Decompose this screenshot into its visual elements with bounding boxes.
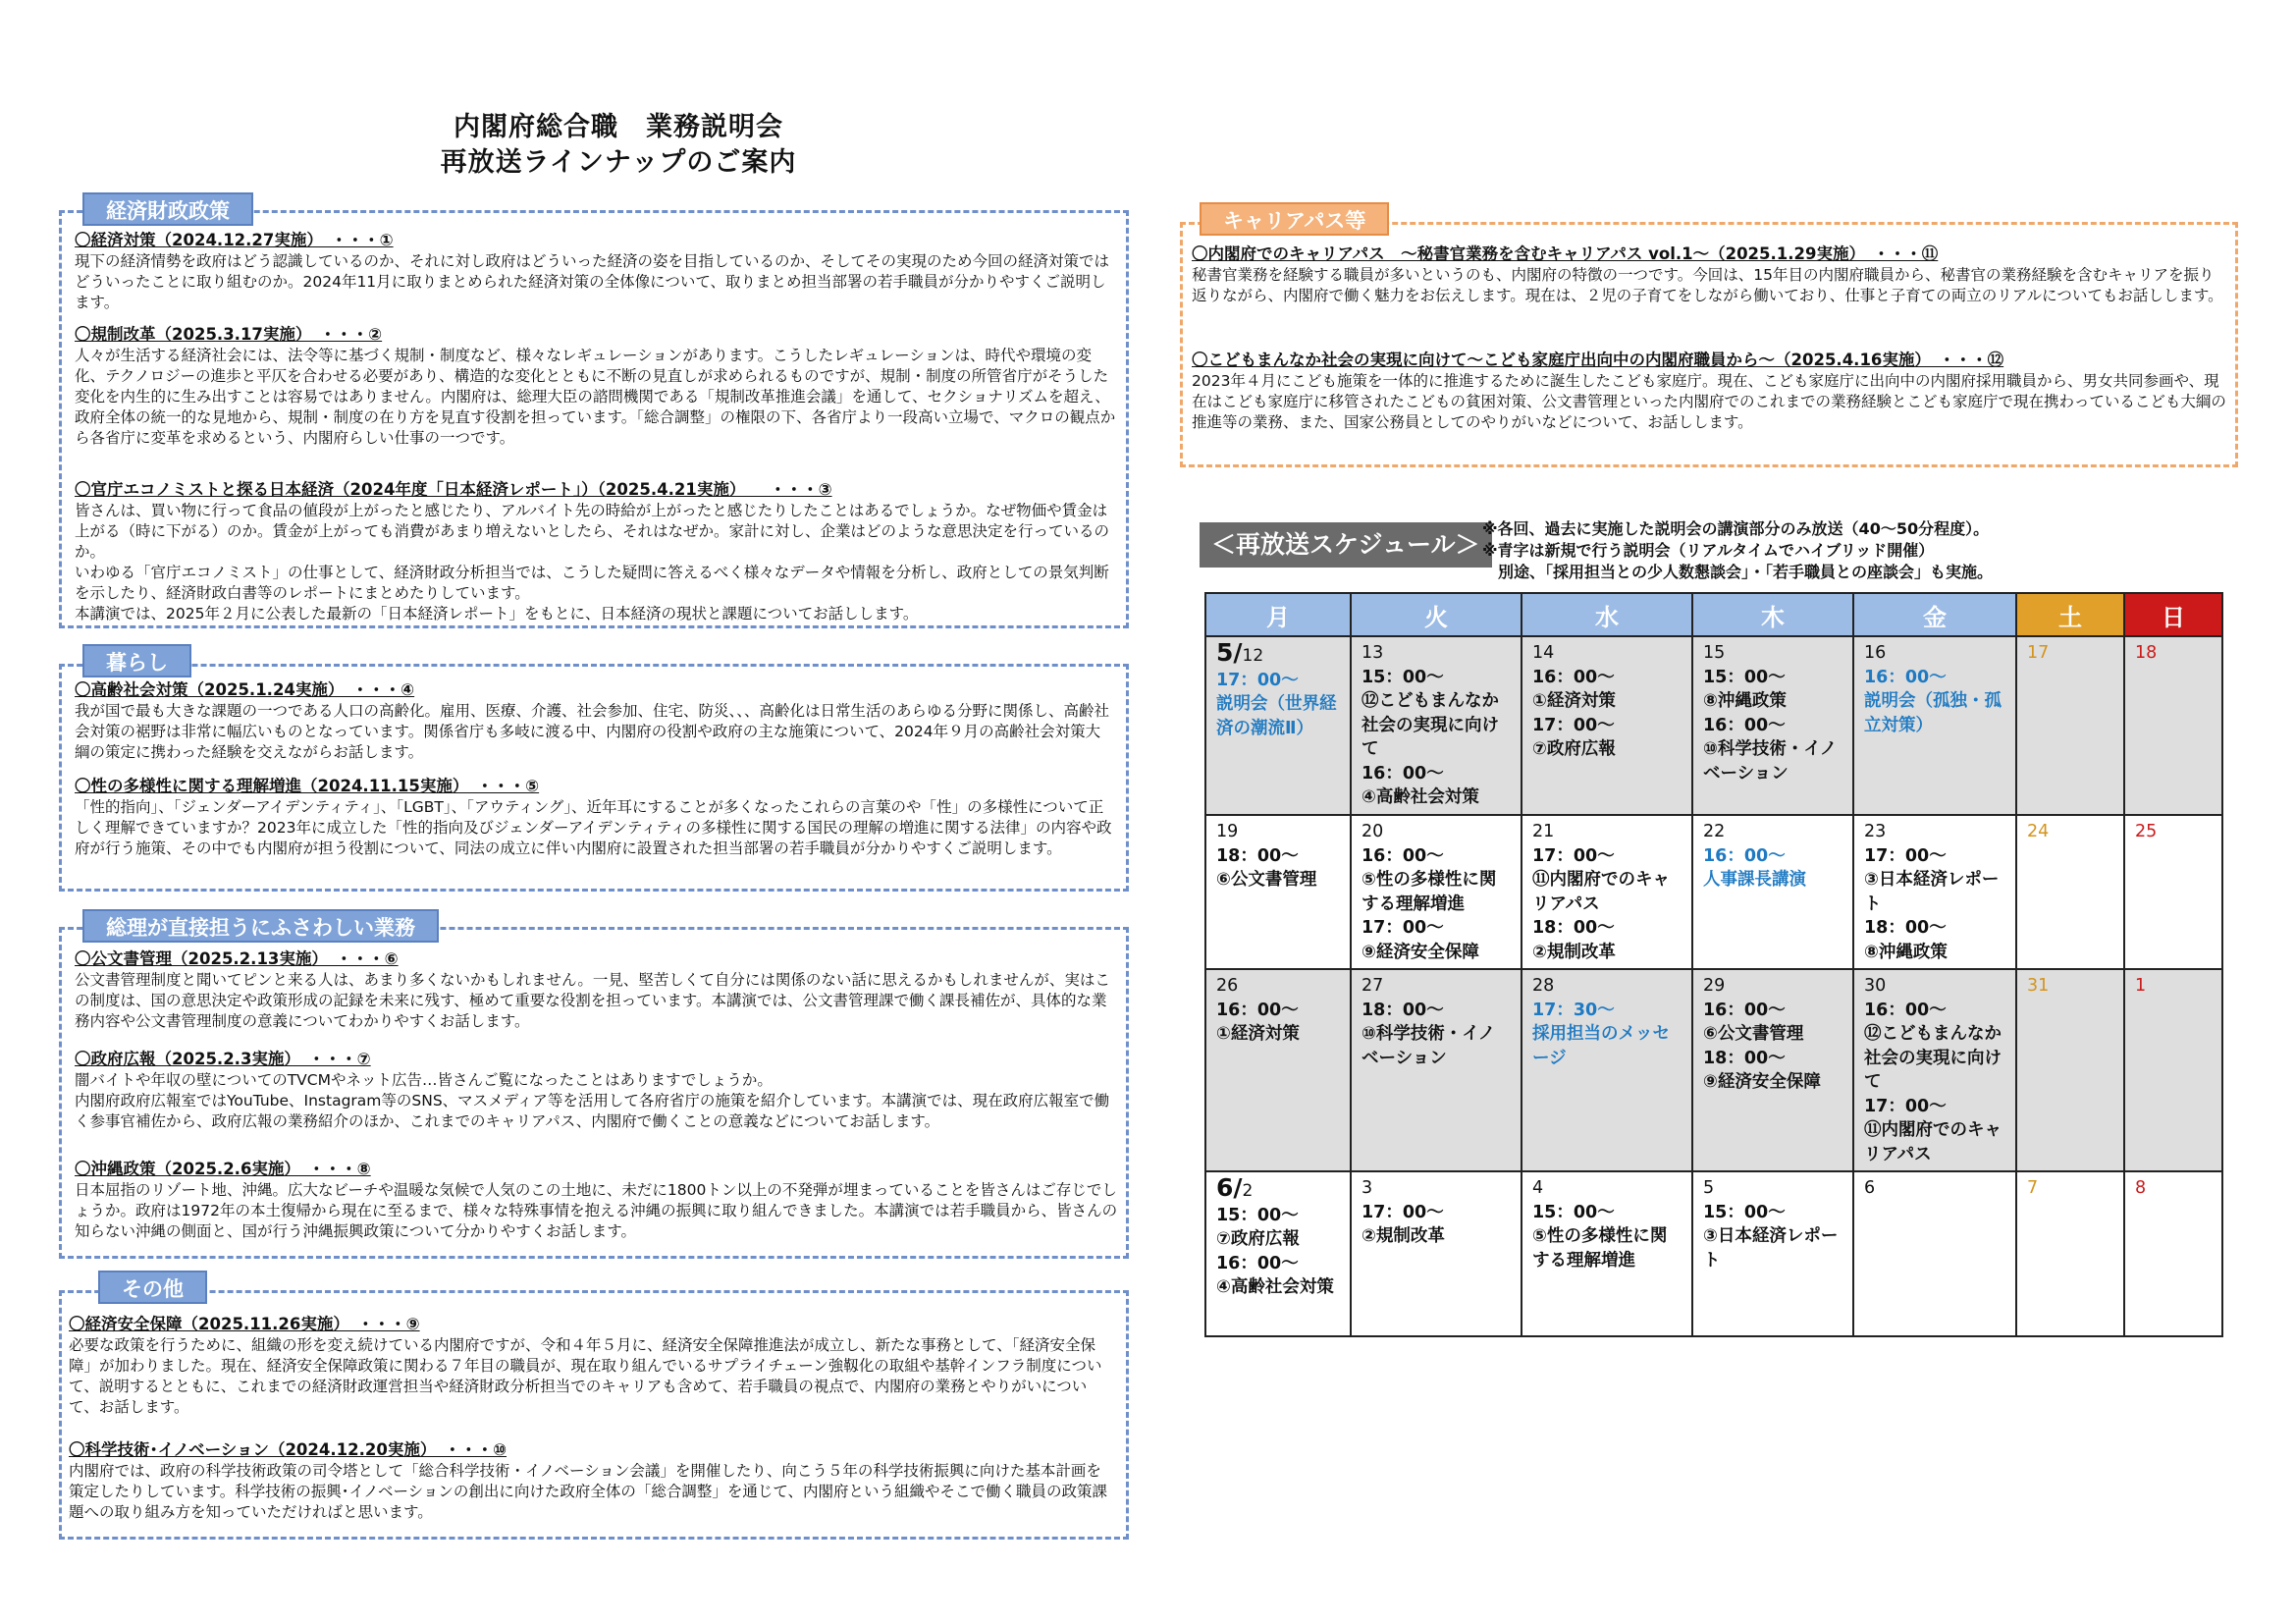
day-number: [1864, 1176, 2005, 1201]
session-title: ②規制改革: [1532, 942, 1616, 962]
item-heading: 〇経済安全保障（2025.11.26実施） ・・・⑨: [69, 1315, 420, 1333]
day-number: [2027, 641, 2113, 666]
day-number: [1532, 641, 1682, 666]
session-title: ⑨経済安全保障: [1703, 1072, 1821, 1092]
session-time: 17：00～: [1216, 670, 1299, 690]
day-number-main: 3: [1362, 1178, 1373, 1198]
day-number-main: 25: [2135, 822, 2158, 841]
economy-item-1: [75, 230, 1115, 313]
session-time: 18：00～: [1362, 1000, 1444, 1020]
calendar-day-cell: [2016, 815, 2124, 969]
session-time: 15：00～: [1703, 667, 1786, 687]
session-time: 16：00～: [1362, 763, 1444, 784]
calendar-day-cell: [1205, 1171, 1351, 1336]
day-number-main: 1: [2135, 976, 2147, 996]
calendar-day-cell: [1351, 636, 1522, 815]
item-description: 現下の経済情勢を政府はどう認識しているのか、それに対し政府はどういった経済の姿を目指しているのか、そしてその実現のため今回の経済対策ではどういったことに取り組むのか。2024年11月に取りまとめられた経済対策の全体像について、取りまとめ担当部署の若手職員が分かりやすくご説明します。: [75, 252, 1110, 311]
day-number: [1703, 1176, 1842, 1201]
session-time: 15：00～: [1532, 1202, 1615, 1222]
session-time: 18：00～: [1864, 918, 1947, 938]
economy-item-3: [75, 479, 1115, 624]
other-section-label: その他: [98, 1271, 207, 1304]
session-title: 人事課長講演: [1703, 870, 1806, 890]
day-number: [1362, 641, 1511, 666]
calendar-day-cell: [2124, 969, 2222, 1171]
calendar-day-cell: [1522, 969, 1692, 1171]
item-description: 日本屈指のリゾート地、沖縄。広大なビーチや温暖な気候で人気のこの土地に、未だに1800トン以上の不発弾が埋まっていることを皆さんはご存じでしょうか。政府は1972年の本土復帰から現在に至るまで、様々な特殊事情を抱える沖縄の振興に取り組んできました。本講演では若手職員から、皆さんの知らない沖縄の側面と、国が行う沖縄振興政策について分かりやすくお話します。: [75, 1181, 1118, 1240]
calendar-day-cell: [1692, 636, 1853, 815]
session-title: ⑨経済安全保障: [1362, 942, 1479, 962]
session-time: 17：00～: [1362, 1202, 1444, 1222]
economy-section-label: 経済財政政策: [82, 192, 253, 226]
session-title: ④高齢社会対策: [1362, 787, 1479, 807]
day-number-main: 19: [1216, 822, 1239, 841]
calendar-day-cell: [1853, 815, 2016, 969]
calendar-day-cell: [1522, 815, 1692, 969]
day-number: [1532, 1176, 1682, 1201]
session-title: 採用担当のメッセージ: [1532, 1024, 1670, 1068]
weekday-fri: 金: [1853, 593, 2016, 636]
item-heading: 〇規制改革（2025.3.17実施） ・・・②: [75, 325, 383, 344]
session-title: ⑦政府広報: [1532, 739, 1616, 759]
day-number-main: 13: [1362, 643, 1384, 663]
weekday-header-row: [1205, 593, 2222, 636]
item-description: 公文書管理制度と聞いてピンと来る人は、あまり多くないかもしれません。一見、堅苦しくて自分には関係のない話に思えるかもしれませんが、実はこの制度は、国の意思決定や政策形成の記録を未来に残す、極めて重要な役割を担っています。本講演では、公文書管理課で働く課長補佐が、具体的な業務内容や公文書管理制度の意義についてわかりやすくお話します。: [75, 971, 1110, 1030]
day-number: [2027, 820, 2113, 844]
session-title: ③日本経済レポート: [1864, 870, 2000, 914]
page-title: [324, 110, 913, 181]
schedule-note-1: ※各回、過去に実施した説明会の講演部分のみ放送（40～50分程度）。: [1482, 519, 1990, 538]
calendar-day-cell: [1351, 815, 1522, 969]
day-number: [1362, 1176, 1511, 1201]
session-title: 説明会（孤独・孤立対策）: [1864, 691, 2002, 735]
item-heading: 〇内閣府でのキャリアパス ～秘書官業務を含むキャリアパス vol.1～（2025.1.29実施） ・・・⑪: [1192, 244, 1939, 263]
calendar-day-cell: [1351, 1171, 1522, 1336]
item-heading: 〇政府広報（2025.2.3実施） ・・・⑦: [75, 1050, 371, 1068]
schedule-note-2: ※青字は新規で行う説明会（リアルタイムでハイブリッド開催）: [1482, 541, 1935, 560]
day-number-main: 14: [1532, 643, 1555, 663]
calendar-week-row: [1205, 1171, 2222, 1336]
day-number: [1216, 820, 1340, 844]
other-item-1: [69, 1314, 1115, 1418]
day-number-main: 5/: [1216, 638, 1243, 667]
calendar-day-cell: [2124, 636, 2222, 815]
day-number-main: 21: [1532, 822, 1555, 841]
weekday-tue: 火: [1351, 593, 1522, 636]
session-time: 17：00～: [1532, 845, 1615, 866]
day-number-main: 29: [1703, 976, 1726, 996]
item-description: 闇バイトや年収の壁についてのTVCMやネット広告…皆さんご覧になったことはありますでしょうか。 内閣府政府広報室ではYouTube、Instagram等のSNS、マスメディア等を活用して各府省庁の施策を紹介しています。本講演では、現在政府広報室で働く参事官補佐から、政府広報の業務紹介のほか、これまでのキャリアパス、内閣府で働くことの意義などについてお話します。: [75, 1071, 1110, 1130]
day-number-main: 17: [2027, 643, 2050, 663]
calendar-day-cell: [1853, 969, 2016, 1171]
session-time: 15：00～: [1216, 1205, 1299, 1225]
title-line-2: 再放送ラインナップのご案内: [440, 147, 797, 178]
day-number-main: 6: [1864, 1178, 1876, 1198]
weekday-mon: 月: [1205, 593, 1351, 636]
life-item-1: [75, 679, 1115, 763]
item-heading: 〇性の多様性に関する理解増進（2024.11.15実施） ・・・⑤: [75, 777, 540, 795]
day-number: [1703, 974, 1842, 999]
day-number-sub: 2: [1242, 1181, 1254, 1201]
calendar-week-row: [1205, 815, 2222, 969]
day-number: [1703, 820, 1842, 844]
session-title: ④高齢社会対策: [1216, 1277, 1334, 1297]
session-title: ③日本経済レポート: [1703, 1226, 1839, 1271]
day-number: [1362, 974, 1511, 999]
day-number-main: 7: [2027, 1178, 2039, 1198]
calendar-day-cell: [1205, 636, 1351, 815]
other-item-2: [69, 1439, 1115, 1523]
session-time: 18：00～: [1703, 1048, 1786, 1068]
day-number: [1216, 974, 1340, 999]
session-time: 17：00～: [1864, 845, 1947, 866]
title-line-1: 内閣府総合職 業務説明会: [454, 112, 783, 142]
calendar-day-cell: [2124, 1171, 2222, 1336]
item-description: 内閣府では、政府の科学技術政策の司令塔として「総合科学技術・イノベーション会議」を開催したり、向こう５年の科学技術振興に向けた基本計画を策定したりしています。科学技術の振興･イノベーションの創出に向けた政府全体の「総合調整」を通じて、内閣府という組織やそこで働く職員の政策課題への取り組み方を知っていただければと思います。: [69, 1462, 1108, 1521]
day-number: [1864, 641, 2005, 666]
session-time: 18：00～: [1216, 845, 1299, 866]
item-heading: 〇高齢社会対策（2025.1.24実施） ・・・④: [75, 680, 415, 699]
session-title: ⑤性の多様性に関する理解増進: [1362, 870, 1497, 914]
item-heading: 〇経済対策（2024.12.27実施） ・・・①: [75, 231, 394, 249]
career-item-1: [1192, 244, 2228, 306]
session-time: 16：00～: [1703, 715, 1786, 735]
item-description: 我が国で最も大きな課題の一つである人口の高齢化。雇用、医療、介護、社会参加、住宅、防災、、、高齢化は日常生活のあらゆる分野に関係し、高齢社会対策の裾野は非常に幅広いものとなっています。関係省庁も多岐に渡る中、内閣府の役割や政府の主な施策について、2024年９月の高齢社会対策大綱の策定に携わった経験を交えながらお話します。: [75, 702, 1110, 761]
session-title: ⑥公文書管理: [1703, 1024, 1804, 1044]
item-heading: 〇公文書管理（2025.2.13実施） ・・・⑥: [75, 949, 399, 968]
day-number: [1703, 641, 1842, 666]
day-number-main: 5: [1703, 1178, 1715, 1198]
item-heading: 〇科学技術･イノベーション（2024.12.20実施） ・・・⑩: [69, 1440, 507, 1459]
item-heading: 〇こどもまんなか社会の実現に向けて～こども家庭庁出向中の内閣府職員から～（2025.4.16実施） ・・・⑫: [1192, 351, 2004, 369]
calendar-day-cell: [1205, 969, 1351, 1171]
calendar-day-cell: [1205, 815, 1351, 969]
calendar-day-cell: [2016, 1171, 2124, 1336]
day-number-main: 15: [1703, 643, 1726, 663]
day-number: [1532, 820, 1682, 844]
calendar-day-cell: [1692, 815, 1853, 969]
calendar-day-cell: [1853, 1171, 2016, 1336]
session-title: ⑥公文書管理: [1216, 870, 1317, 890]
calendar-week-row: [1205, 636, 2222, 815]
session-time: 16：00～: [1703, 1000, 1786, 1020]
calendar-day-cell: [1692, 969, 1853, 1171]
day-number-main: 16: [1864, 643, 1887, 663]
session-title: ①経済対策: [1216, 1024, 1300, 1044]
calendar-day-cell: [2016, 969, 2124, 1171]
item-description: 秘書官業務を経験する職員が多いというのも、内閣府の特徴の一つです。今回は、15年目の内閣府職員から、秘書官の業務経験を含むキャリアを振り返りながら、内閣府で働く魅力をお伝えします。現在は、２児の子育てをしながら働いており、仕事と子育ての両立のリアルについてもお話しします。: [1192, 266, 2223, 304]
session-time: 15：00～: [1703, 1202, 1786, 1222]
calendar-day-cell: [1351, 969, 1522, 1171]
day-number: [1864, 974, 2005, 999]
career-section-label: キャリアパス等: [1200, 202, 1389, 236]
session-title: ⑦政府広報: [1216, 1229, 1300, 1249]
weekday-wed: 水: [1522, 593, 1692, 636]
session-time: 18：00～: [1532, 918, 1615, 938]
day-number: [1864, 820, 2005, 844]
calendar-day-cell: [2016, 636, 2124, 815]
day-number-main: 20: [1362, 822, 1384, 841]
day-number: [2135, 820, 2212, 844]
session-title: ②規制改革: [1362, 1226, 1445, 1246]
session-time: 17：00～: [1362, 918, 1444, 938]
day-number-main: 18: [2135, 643, 2158, 663]
life-section-label: 暮らし: [82, 644, 191, 677]
session-title: ⑧沖縄政策: [1703, 691, 1787, 711]
day-number: [1216, 1173, 1340, 1204]
day-number-main: 4: [1532, 1178, 1544, 1198]
item-description: 人々が生活する経済社会には、法令等に基づく規制・制度など、様々なレギュレーションがあります。こうしたレギュレーションは、時代や環境の変化、テクノロジーの進歩と平仄を合わせる必要があり、構造的な変化とともに不断の見直しが求められるものですが、規制・制度の所管省庁がそうした変化を内生的に生み出すことは容易ではありません。内閣府は、総理大臣の諮問機関である「規制改革推進会議」を通して、セクショナリズムを超え、政府全体の統一的な見地から、規制・制度の在り方を見直す役割を担っています。「総合調整」の権限の下、各省庁より一段高い立場で、マクロの観点から各省庁に変革を求めるという、内閣府らしい仕事の一つです。: [75, 347, 1116, 447]
calendar-day-cell: [1692, 1171, 1853, 1336]
calendar-day-cell: [1522, 636, 1692, 815]
item-heading: 〇官庁エコノミストと探る日本経済（2024年度「日本経済レポート」）（2025.4.21実施） ・・・③: [75, 480, 832, 499]
pm-item-2: [75, 1049, 1121, 1132]
life-item-2: [75, 776, 1115, 859]
session-title: ⑩科学技術・イノベーション: [1362, 1024, 1496, 1068]
session-title: ①経済対策: [1532, 691, 1616, 711]
weekday-sun: 日: [2124, 593, 2222, 636]
day-number: [1362, 820, 1511, 844]
session-time: 16：00～: [1362, 845, 1444, 866]
session-time: 16：00～: [1216, 1253, 1299, 1273]
day-number: [2027, 1176, 2113, 1201]
session-time: 17：00～: [1532, 715, 1615, 735]
day-number-main: 23: [1864, 822, 1887, 841]
session-title: ⑫こどもまんなか社会の実現に向けて: [1864, 1024, 2002, 1092]
session-title: ⑤性の多様性に関する理解増進: [1532, 1226, 1668, 1271]
item-description: 2023年４月にこども施策を一体的に推進するために誕生したこども家庭庁。現在、こども家庭庁に出向中の内閣府採用職員から、男女共同参画や、現在はこども家庭庁に移管されたこどもの貧困対策、公文書管理といった内閣府でのこれまでの業務経験とこども家庭庁で現在携わっているこども大綱の推進等の業務、また、国家公務員としてのやりがいなどについて、お話しします。: [1192, 372, 2226, 431]
day-number-sub: 12: [1242, 646, 1264, 666]
day-number-main: 22: [1703, 822, 1726, 841]
pm-item-3: [75, 1159, 1121, 1242]
day-number: [1216, 638, 1340, 669]
session-title: 説明会（世界経済の潮流Ⅱ）: [1216, 694, 1337, 738]
session-title: ⑩科学技術・イノベーション: [1703, 739, 1838, 784]
item-description: 皆さんは、買い物に行って食品の値段が上がったと感じたり、アルバイト先の時給が上がったと感じたりしたことはあるでしょうか。なぜ物価や賃金は上がる（時に下がる）のか。賃金が上がっても消費があまり増えないとしたら、それはなぜか。家計に対し、企業はどのような意思決定を行っているのか。 いわゆる「官庁エコノミスト」の仕事として、経済財政分析担当では、こうした疑問に答えるべく様々なデータや情報を分析し、政府としての景気判断を示したり、経済財政白書等のレポートにまとめたりしています。 本講演では、2025年２月に公表した最新の「日本経済レポート」をもとに、日本経済の現状と課題についてお話しします。: [75, 502, 1110, 623]
session-time: 16：00～: [1216, 1000, 1299, 1020]
calendar-day-cell: [2124, 815, 2222, 969]
session-time: 17：00～: [1864, 1096, 1947, 1116]
session-time: 16：00～: [1864, 667, 1947, 687]
weekday-sat: 土: [2016, 593, 2124, 636]
item-description: 「性的指向」、「ジェンダーアイデンティティ」、「LGBT」、「アウティング」、近年耳にすることが多くなったこれらの言葉のや「性」の多様性について正しく理解できていますか？2023年に成立した「性的指向及びジェンダーアイデンティティの多様性に関する国民の理解の増進に関する法律」の内容や政府が行う施策、その中でも内閣府が担う役割について、同法の成立に伴い内閣府に設置された担当部署の若手職員が分かりやすくご説明します。: [75, 798, 1112, 857]
session-time: 16：00～: [1864, 1000, 1947, 1020]
day-number-main: 28: [1532, 976, 1555, 996]
day-number: [2135, 641, 2212, 666]
day-number-main: 24: [2027, 822, 2050, 841]
day-number-main: 8: [2135, 1178, 2147, 1198]
session-time: 17：30～: [1532, 1000, 1615, 1020]
session-title: ⑪内閣府でのキャリアパス: [1864, 1120, 2002, 1164]
calendar-day-cell: [1522, 1171, 1692, 1336]
session-title: ⑪内閣府でのキャリアパス: [1532, 870, 1670, 914]
item-description: 必要な政策を行うために、組織の形を変え続けている内閣府ですが、令和４年５月に、経済安全保障推進法が成立し、新たな事務として、「経済安全保障」が加わりました。現在、経済安全保障政策に関わる７年目の職員が、現在取り組んでいるサプライチェーン強靱化の取組や基幹インフラ制度について、説明するとともに、これまでの経済財政運営担当や経済財政分析担当でのキャリアも含めて、若手職員の視点で、内閣府の業務とやりがいについて、お話します。: [69, 1336, 1102, 1416]
pm-section-label: 総理が直接担うにふさわしい業務: [82, 909, 439, 943]
career-item-2: [1192, 350, 2228, 433]
day-number: [1532, 974, 1682, 999]
day-number: [2135, 974, 2212, 999]
calendar-day-cell: [1853, 636, 2016, 815]
pm-item-1: [75, 948, 1121, 1032]
day-number-main: 6/: [1216, 1173, 1243, 1202]
day-number: [2135, 1176, 2212, 1201]
schedule-calendar: [1204, 592, 2223, 1337]
session-time: 15：00～: [1362, 667, 1444, 687]
day-number-main: 27: [1362, 976, 1384, 996]
day-number: [2027, 974, 2113, 999]
schedule-label: ＜再放送スケジュール＞: [1200, 522, 1492, 568]
session-title: ⑧沖縄政策: [1864, 942, 1948, 962]
session-title: ⑫こどもまんなか社会の実現に向けて: [1362, 691, 1499, 759]
schedule-note-3: 別途、「採用担当との少人数懇談会」・「若手職員との座談会」も実施。: [1482, 563, 1994, 581]
day-number-main: 31: [2027, 976, 2050, 996]
day-number-main: 30: [1864, 976, 1887, 996]
session-time: 16：00～: [1532, 667, 1615, 687]
item-heading: 〇沖縄政策（2025.2.6実施） ・・・⑧: [75, 1160, 371, 1178]
calendar-week-row: [1205, 969, 2222, 1171]
weekday-thu: 木: [1692, 593, 1853, 636]
day-number-main: 26: [1216, 976, 1239, 996]
session-time: 16：00～: [1703, 845, 1786, 866]
economy-item-2: [75, 324, 1121, 449]
